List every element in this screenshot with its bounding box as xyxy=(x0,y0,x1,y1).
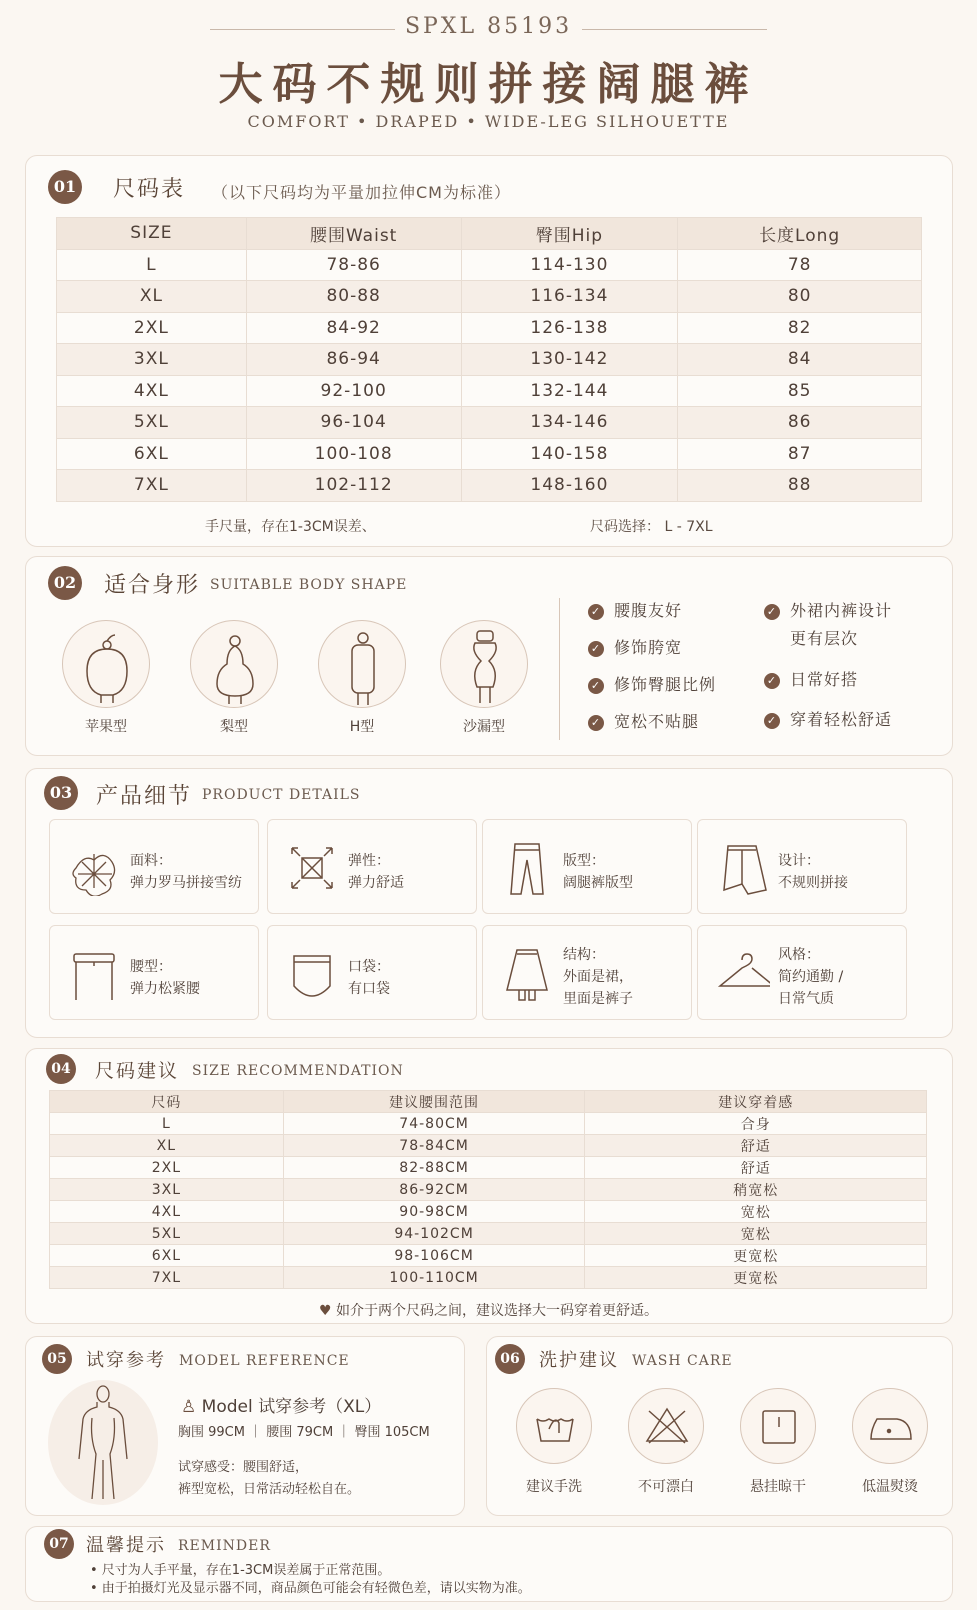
detail-value-2: 日常气质 xyxy=(778,991,834,1007)
model-feel-1: 试穿感受：腰围舒适， xyxy=(178,1460,309,1475)
check-icon: ✓ xyxy=(764,604,780,620)
t2-header: 建议穿着感 xyxy=(585,1091,927,1113)
detail-text xyxy=(778,944,843,1010)
hanger-icon xyxy=(714,946,770,1002)
dress-icon: ♙ xyxy=(181,1397,202,1417)
section-title: 产品细节 xyxy=(96,784,193,809)
feature-item: ✓ 修饰臀腿比例 xyxy=(588,672,716,695)
table-cell: 2XL xyxy=(57,312,247,344)
detail-value: 弹力舒适 xyxy=(348,875,404,891)
table-row xyxy=(57,375,922,407)
table-cell: 114-130 xyxy=(461,249,678,281)
check-icon: ✓ xyxy=(588,641,604,657)
section-title-en: MODEL REFERENCE xyxy=(179,1353,350,1369)
reminder-line: • 尺寸为人手平量，存在1-3CM误差属于正常范围。 xyxy=(90,1563,391,1578)
section-title: 温馨提示 xyxy=(86,1535,166,1556)
table-cell: 稍宽松 xyxy=(585,1179,927,1201)
table-cell: 3XL xyxy=(57,344,247,376)
t1-header: 臀围Hip xyxy=(461,218,678,250)
detail-key: 风格： xyxy=(778,947,820,963)
table-cell: 85 xyxy=(678,375,922,407)
pear-shape-icon xyxy=(190,620,278,708)
table-cell: 舒适 xyxy=(585,1135,927,1157)
section-badge: 02 xyxy=(48,566,82,600)
section-title: 试穿参考 xyxy=(86,1350,166,1371)
detail-key: 腰型： xyxy=(130,959,172,975)
detail-key: 设计： xyxy=(778,853,820,869)
skirt-pants-icon xyxy=(499,946,555,1002)
detail-text xyxy=(348,956,390,1000)
shape-label: H型 xyxy=(349,719,375,735)
page-header xyxy=(0,0,977,150)
section-title: 适合身形 xyxy=(104,573,201,598)
t2-header: 尺码 xyxy=(50,1091,284,1113)
table-cell: L xyxy=(57,249,247,281)
table-cell: 134-146 xyxy=(461,407,678,439)
detail-text xyxy=(130,956,200,1000)
h-shape-icon xyxy=(318,620,406,708)
product-code: SPXL 85193 xyxy=(404,14,573,39)
table-row xyxy=(57,312,922,344)
no-bleach-icon xyxy=(628,1388,704,1464)
detail-key: 弹性： xyxy=(348,853,390,869)
table-cell: 148-160 xyxy=(461,470,678,502)
table-cell: 116-134 xyxy=(461,281,678,313)
table-cell: 84-92 xyxy=(246,312,461,344)
detail-value: 外面是裙， xyxy=(563,969,633,985)
section-badge: 01 xyxy=(48,170,82,204)
table-cell: 88 xyxy=(678,470,922,502)
apple-shape-icon xyxy=(62,620,150,708)
table-cell: XL xyxy=(57,281,247,313)
divider xyxy=(559,598,560,740)
model-figure-icon xyxy=(48,1380,158,1505)
size-chart-note: （以下尺码均为平量加拉伸CM为标准） xyxy=(212,183,511,202)
table-cell: 132-144 xyxy=(461,375,678,407)
feature-item: ✓ 腰腹友好 xyxy=(588,598,682,621)
wash-item: 悬挂晾干 xyxy=(738,1388,818,1496)
section-badge: 07 xyxy=(44,1529,74,1559)
heart-icon: ♥ xyxy=(318,1303,336,1319)
table-row xyxy=(50,1245,927,1267)
detail-item xyxy=(49,819,259,914)
hang-dry-icon xyxy=(740,1388,816,1464)
table-cell: 7XL xyxy=(57,470,247,502)
table-cell: 130-142 xyxy=(461,344,678,376)
table-row xyxy=(57,281,922,313)
table-cell: 82-88CM xyxy=(283,1157,585,1179)
feature-item: ✓ 宽松不贴腿 xyxy=(588,709,699,732)
table-row xyxy=(57,470,922,502)
table-row xyxy=(57,344,922,376)
section-title-en: REMINDER xyxy=(178,1538,271,1554)
table-row xyxy=(50,1201,927,1223)
table-row xyxy=(50,1113,927,1135)
table-cell: 96-104 xyxy=(246,407,461,439)
detail-item xyxy=(482,925,692,1020)
skirt-panel-icon xyxy=(714,840,770,896)
table-cell: 更宽松 xyxy=(585,1267,927,1289)
detail-value-2: 里面是裤子 xyxy=(563,991,633,1007)
detail-value: 有口袋 xyxy=(348,981,390,997)
t1-header: SIZE xyxy=(57,218,247,250)
table-cell: 宽松 xyxy=(585,1201,927,1223)
table-cell: 舒适 xyxy=(585,1157,927,1179)
section-title-en: WASH CARE xyxy=(632,1353,733,1369)
detail-key: 版型： xyxy=(563,853,605,869)
table-cell: 6XL xyxy=(50,1245,284,1267)
table-row xyxy=(50,1267,927,1289)
wash-item: 低温熨烫 xyxy=(850,1388,930,1496)
detail-key: 结构： xyxy=(563,947,605,963)
check-icon: ✓ xyxy=(588,678,604,694)
check-icon: ✓ xyxy=(588,715,604,731)
table-cell: XL xyxy=(50,1135,284,1157)
section-badge: 06 xyxy=(495,1344,525,1374)
trousers-icon xyxy=(499,840,555,896)
section-badge: 04 xyxy=(46,1054,76,1084)
detail-value: 简约通勤 / xyxy=(778,969,844,985)
detail-text xyxy=(130,850,242,894)
table-cell: 90-98CM xyxy=(283,1201,585,1223)
model-feel-2: 裤型宽松，日常活动轻松自在。 xyxy=(178,1482,361,1497)
table-cell: 5XL xyxy=(50,1223,284,1245)
table-cell: 7XL xyxy=(50,1267,284,1289)
table-row xyxy=(50,1135,927,1157)
table-cell: 3XL xyxy=(50,1179,284,1201)
detail-item xyxy=(49,925,259,1020)
t1-header: 腰围Waist xyxy=(246,218,461,250)
table-cell: 82 xyxy=(678,312,922,344)
table-cell: 100-110CM xyxy=(283,1267,585,1289)
table-cell: 84 xyxy=(678,344,922,376)
table-cell: 74-80CM xyxy=(283,1113,585,1135)
section-title-en: SUITABLE BODY SHAPE xyxy=(210,577,408,593)
detail-item xyxy=(697,819,907,914)
table-cell: 126-138 xyxy=(461,312,678,344)
table-cell: 80-88 xyxy=(246,281,461,313)
section-title-en: SIZE RECOMMENDATION xyxy=(192,1063,404,1079)
table-cell: 4XL xyxy=(57,375,247,407)
table-cell: 102-112 xyxy=(246,470,461,502)
shape-pear xyxy=(190,620,278,736)
shape-label: 梨型 xyxy=(220,719,248,735)
detail-text xyxy=(348,850,404,894)
detail-item xyxy=(267,925,477,1020)
section-title: 尺码建议 xyxy=(95,1060,180,1082)
detail-text xyxy=(563,944,633,1010)
table-row xyxy=(50,1157,927,1179)
shape-h xyxy=(318,620,406,736)
table-cell: 86-92CM xyxy=(283,1179,585,1201)
table-cell: 100-108 xyxy=(246,438,461,470)
section-title-en: PRODUCT DETAILS xyxy=(202,787,361,803)
table-row xyxy=(50,1223,927,1245)
waistband-icon xyxy=(66,946,122,1002)
model-measurements: 胸围 99CM ｜ 腰围 79CM ｜ 臀围 105CM xyxy=(178,1425,430,1440)
table-cell: 5XL xyxy=(57,407,247,439)
hourglass-shape-icon xyxy=(440,620,528,708)
shape-apple xyxy=(62,620,150,736)
detail-value: 弹力松紧腰 xyxy=(130,981,200,997)
section-title: 洗护建议 xyxy=(539,1350,619,1371)
section-badge: 05 xyxy=(42,1344,72,1374)
model-heading: ♙ Model 试穿参考（XL） xyxy=(181,1397,382,1417)
page-title: 大码不规则拼接阔腿裤 xyxy=(218,59,759,110)
table-cell: 86 xyxy=(678,407,922,439)
section-title: 尺码表 xyxy=(113,177,186,202)
table-cell: 98-106CM xyxy=(283,1245,585,1267)
shape-hourglass xyxy=(440,620,528,736)
low-iron-icon xyxy=(852,1388,928,1464)
recommend-table xyxy=(49,1090,927,1289)
detail-item xyxy=(267,819,477,914)
check-icon: ✓ xyxy=(764,673,780,689)
check-icon: ✓ xyxy=(764,713,780,729)
table-row xyxy=(50,1179,927,1201)
table-cell: 合身 xyxy=(585,1113,927,1135)
table-cell: 4XL xyxy=(50,1201,284,1223)
table-cell: 2XL xyxy=(50,1157,284,1179)
t1-header: 长度Long xyxy=(678,218,922,250)
fabric-icon xyxy=(66,840,122,896)
table-cell: 80 xyxy=(678,281,922,313)
detail-value: 阔腿裤版型 xyxy=(563,875,633,891)
table-row xyxy=(57,249,922,281)
measure-note: 手尺量，存在1-3CM误差、 xyxy=(205,519,376,535)
table-cell: 78-84CM xyxy=(283,1135,585,1157)
table-cell: 6XL xyxy=(57,438,247,470)
table-cell: 更宽松 xyxy=(585,1245,927,1267)
table-cell: 78 xyxy=(678,249,922,281)
table-row xyxy=(57,438,922,470)
recommend-tip: ♥ 如介于两个尺码之间，建议选择大一码穿着更舒适。 xyxy=(318,1303,658,1319)
table-cell: 140-158 xyxy=(461,438,678,470)
table-cell: L xyxy=(50,1113,284,1135)
detail-item xyxy=(697,925,907,1020)
table-cell: 宽松 xyxy=(585,1223,927,1245)
t2-header: 建议腰围范围 xyxy=(283,1091,585,1113)
detail-value: 弹力罗马拼接雪纺 xyxy=(130,875,242,891)
feature-item: ✓ 穿着轻松舒适 xyxy=(764,707,892,730)
page-subtitle: COMFORT • DRAPED • WIDE-LEG SILHOUETTE xyxy=(247,112,730,131)
feature-item-cont: 更有层次 xyxy=(790,629,859,648)
stretch-icon xyxy=(284,840,340,896)
feature-item: ✓ 外裙内裤设计 xyxy=(764,598,892,621)
check-icon: ✓ xyxy=(588,604,604,620)
table-cell: 87 xyxy=(678,438,922,470)
wash-item: 建议手洗 xyxy=(514,1388,594,1496)
detail-item xyxy=(482,819,692,914)
feature-item: ✓ 日常好搭 xyxy=(764,667,858,690)
table-row xyxy=(57,407,922,439)
shape-label: 沙漏型 xyxy=(463,719,505,735)
detail-text xyxy=(563,850,633,894)
table-cell: 86-94 xyxy=(246,344,461,376)
table-cell: 92-100 xyxy=(246,375,461,407)
shape-label: 苹果型 xyxy=(85,719,127,735)
detail-text xyxy=(778,850,848,894)
pocket-icon xyxy=(284,946,340,1002)
wash-item: 不可漂白 xyxy=(626,1388,706,1496)
detail-key: 面料： xyxy=(130,853,172,869)
size-chart-table xyxy=(56,217,922,502)
table-cell: 78-86 xyxy=(246,249,461,281)
feature-item: ✓ 修饰胯宽 xyxy=(588,635,682,658)
detail-key: 口袋： xyxy=(348,959,390,975)
reminder-line: • 由于拍摄灯光及显示器不同，商品颜色可能会有轻微色差，请以实物为准。 xyxy=(90,1581,531,1596)
section-badge: 03 xyxy=(44,776,78,810)
hand-wash-icon xyxy=(516,1388,592,1464)
table-cell: 94-102CM xyxy=(283,1223,585,1245)
size-range-note: 尺码选择： L - 7XL xyxy=(590,519,713,535)
detail-value: 不规则拼接 xyxy=(778,875,848,891)
